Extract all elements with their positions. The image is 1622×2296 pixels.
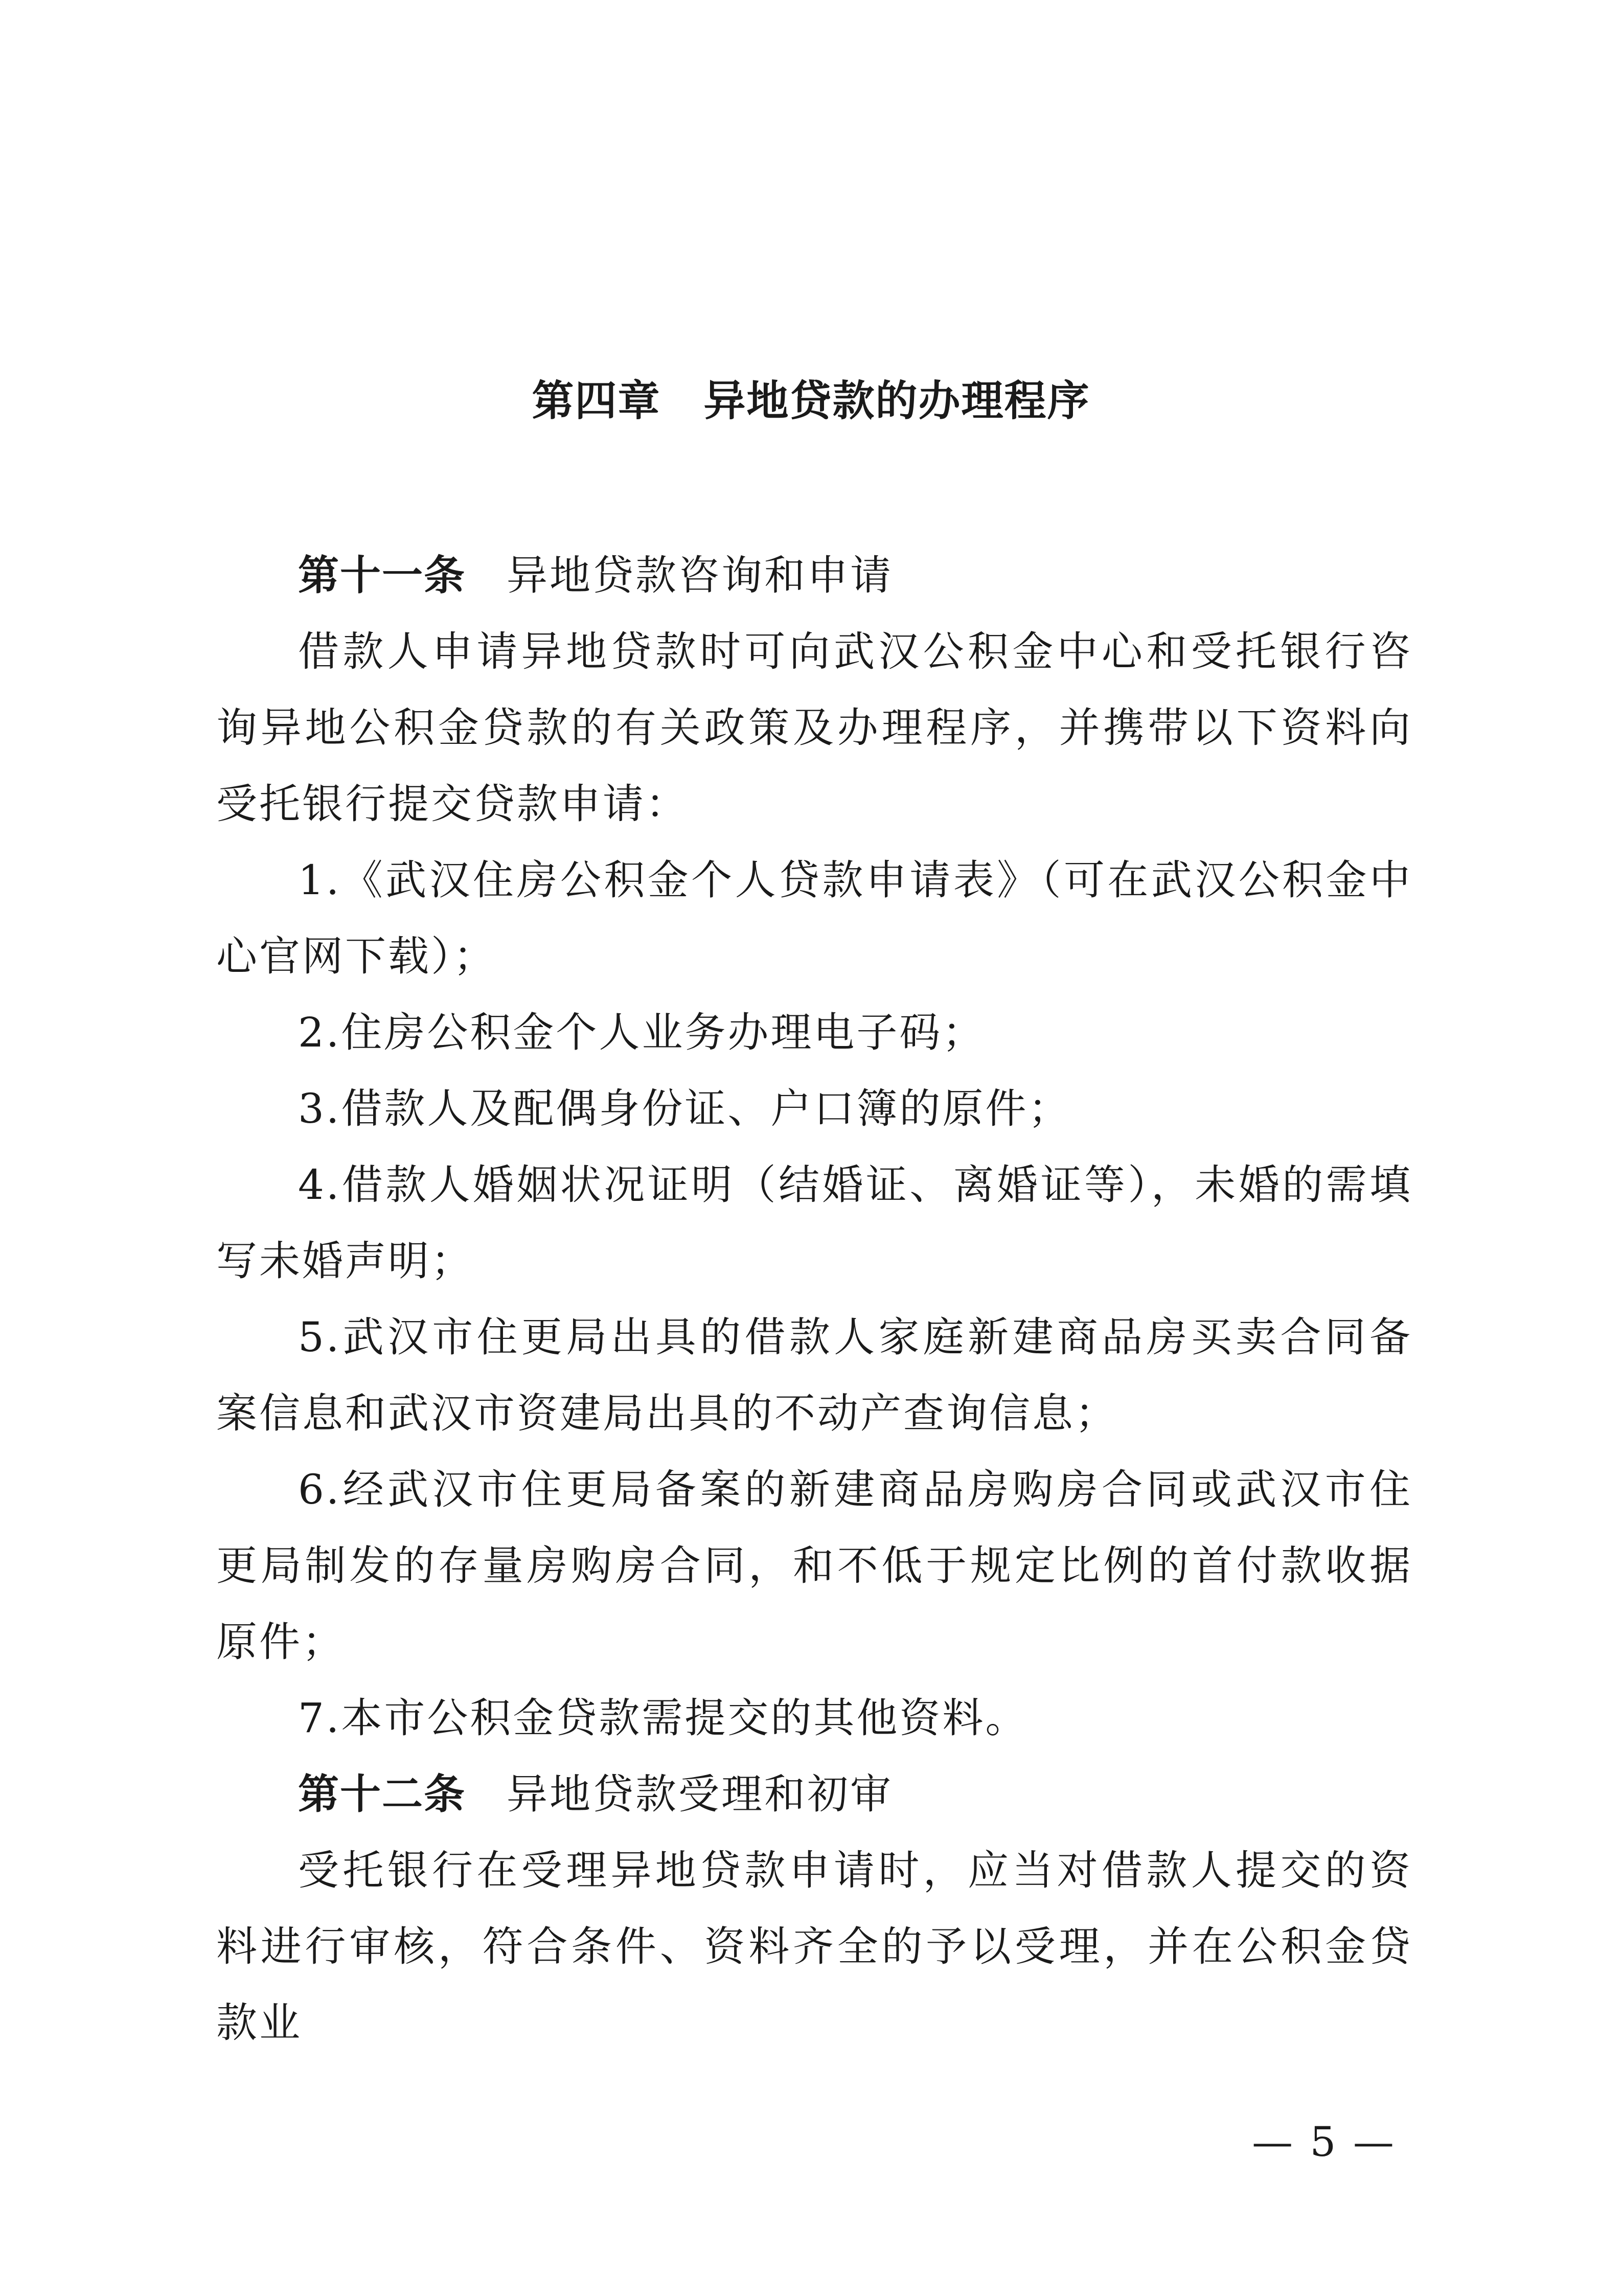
article-12-label: 第十二条: [298, 1770, 466, 1818]
article-12-body: 受托银行在受理异地贷款申请时，应当对借款人提交的资料进行审核，符合条件、资料齐全的予以受理，并在公积金贷款业: [216, 1847, 1412, 2047]
article-11-item-4: 4.借款人婚姻状况证明（结婚证、离婚证等），未婚的需填写未婚声明；: [216, 1161, 1412, 1285]
article-11-title: 异地贷款咨询和申请: [507, 552, 893, 599]
article-11-label: 第十一条: [298, 552, 466, 599]
article-11-item-2: 2.住房公积金个人业务办理电子码；: [298, 1009, 986, 1056]
chapter-title: 第四章 异地贷款的办理程序: [532, 377, 1090, 425]
article-12-heading: [216, 1756, 1412, 1832]
body-text: [216, 537, 1412, 2061]
article-11-heading: [216, 537, 1412, 613]
article-11-intro: 借款人申请异地贷款时可向武汉公积金中心和受托银行咨询异地公积金贷款的有关政策及办理程序，并携带以下资料向受托银行提交贷款申请：: [216, 628, 1412, 828]
article-12-title: 异地贷款受理和初审: [507, 1770, 893, 1818]
article-11-item-6: 6.经武汉市住更局备案的新建商品房购房合同或武汉市住更局制发的存量房购房合同，和不低于规定比例的首付款收据原件；: [216, 1466, 1412, 1666]
page-number: — 5 —: [1252, 2118, 1396, 2166]
article-11-item-7: 7.本市公积金贷款需提交的其他资料。: [298, 1694, 1029, 1742]
article-11-item-1: 1.《武汉住房公积金个人贷款申请表》（可在武汉公积金中心官网下载）；: [216, 856, 1412, 980]
article-11-item-3: 3.借款人及配偶身份证、户口簿的原件；: [298, 1085, 1071, 1132]
article-11-item-5: 5.武汉市住更局出具的借款人家庭新建商品房买卖合同备案信息和武汉市资建局出具的不动产查询信息；: [216, 1313, 1412, 1437]
